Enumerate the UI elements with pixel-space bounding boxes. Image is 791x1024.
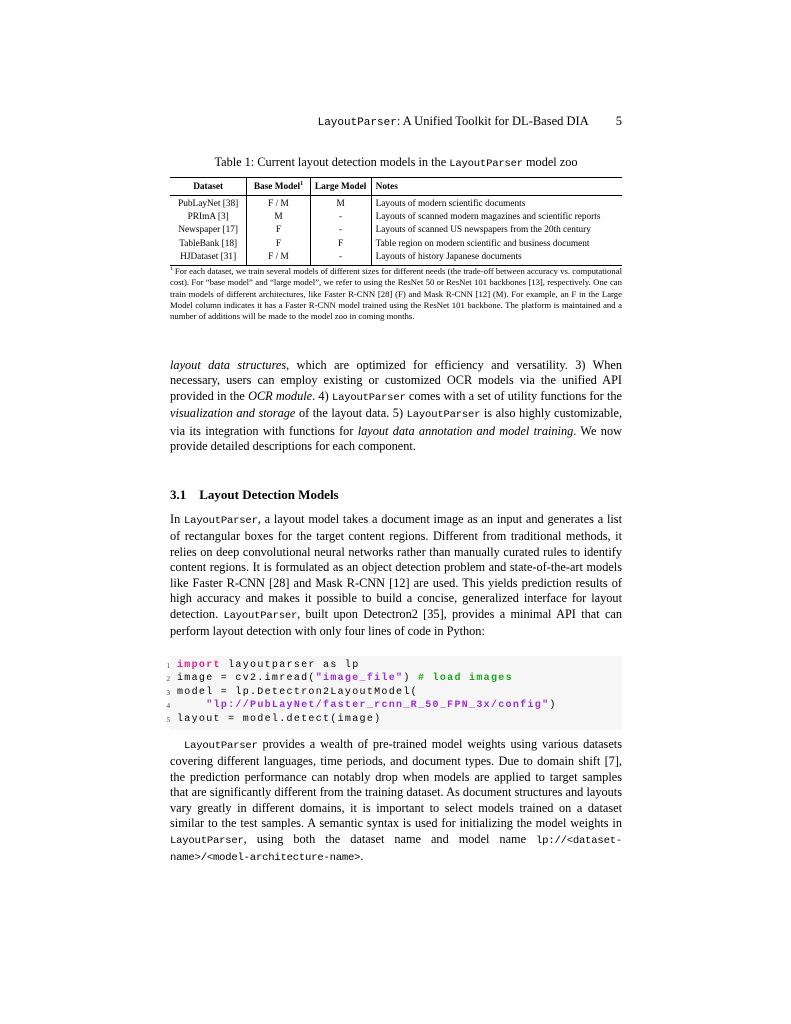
table-row [170, 224, 622, 237]
section-number: 3.1 [170, 487, 187, 502]
code-token: image = cv2.imread( [177, 673, 316, 685]
table-cell: Layouts of scanned modern magazines and scientific reports [371, 211, 622, 224]
table-row [170, 237, 622, 250]
code-token: ) [403, 673, 418, 685]
text-segment: lp://<dataset-name>/<model-architecture-name> [170, 834, 622, 865]
page-number: 5 [615, 114, 622, 128]
text-segment: . [360, 849, 364, 864]
table-cell: F [310, 237, 371, 250]
table-header-row [170, 178, 622, 196]
text-segment: , using both the dataset name and model name [243, 831, 537, 846]
text-segment: is also highly customizable, via its integration with functions for [170, 406, 623, 438]
table-body [170, 196, 622, 266]
table-footnote [170, 266, 622, 322]
table-cell: F / M [247, 196, 310, 211]
footnote-text: For each dataset, we train several models of different sizes for different needs (the trade-off between accuracy vs. computational cost). For “base model” and “large model”, we refer to using the ResNet 50 or ResNet 101 backbones [13], respectively. One can train models of different architectures, like Faster R-CNN [28] (F) and Mask R-CNN [12] (M). For example, an F in the Large Model column indicates it has a Faster R-CNN model trained using the ResNet 101 backbone. The platform is maintained and a number of additions will be made to the model zoo in coming months. [170, 266, 622, 322]
text-segment: LayoutParser [223, 609, 298, 622]
table-row [170, 211, 622, 224]
table-row [170, 250, 622, 265]
table-cell: F [247, 224, 310, 237]
text-segment: Large Model [314, 181, 367, 192]
text-segment: layout data annotation and model training [357, 423, 574, 438]
page-title-code: LayoutParser [317, 117, 397, 129]
section-title: Layout Detection Models [199, 487, 339, 502]
code-token: "image_file" [315, 673, 404, 685]
table-cell: HJDataset [31] [180, 251, 237, 262]
code-token: import [177, 660, 221, 671]
text-segment: . 4) [312, 388, 332, 403]
text-segment: LayoutParser [170, 834, 244, 847]
page-title-rest: : A Unified Toolkit for DL-Based DIA [396, 114, 589, 128]
paragraph-model-weights [170, 737, 622, 867]
code-token: "lp://PubLayNet/faster_rcnn_R_50_FPN_3x/config" [206, 700, 550, 712]
table-caption [170, 155, 622, 170]
table-cell: Table region on modern scientific and business document [371, 237, 622, 250]
column-header-notes [371, 178, 622, 196]
text-segment: Base Model [253, 181, 301, 192]
table-head [170, 178, 622, 196]
code-line-number: 1 [166, 663, 170, 670]
table-cell: - [310, 250, 371, 265]
page-title [318, 114, 589, 129]
footnote-marker: 1 [170, 266, 173, 273]
code-line-number: 2 [166, 676, 170, 684]
text-segment: LayoutParser [184, 740, 258, 752]
text-segment: layout data structures [170, 358, 287, 372]
code-token [177, 700, 206, 711]
text-segment: LayoutParser [406, 409, 481, 422]
table-row [170, 196, 622, 211]
column-header-large-model [310, 178, 371, 196]
text-segment: comes with a set of utility functions for the [405, 388, 623, 403]
table-cell: - [310, 224, 371, 237]
text-segment: , built upon Detectron2 [35], provides a minimal API that can perform layout detection with only four lines of code in Python: [170, 606, 623, 639]
code-line [166, 713, 622, 726]
text-segment: Table 1: Current layout detection models in the [214, 155, 450, 169]
text-segment: LayoutParser [184, 515, 258, 527]
code-token: # load images [417, 673, 513, 685]
table-cell: Newspaper [17] [178, 225, 238, 236]
table-cell: F [247, 237, 310, 250]
code-token: layoutparser as lp [220, 660, 360, 671]
table-cell: - [310, 211, 371, 224]
code-line-number: 5 [166, 716, 170, 724]
text-segment: Dataset [193, 181, 224, 192]
code-token: ) [549, 700, 557, 712]
code-line-number: 4 [166, 703, 170, 711]
code-line-number: 3 [166, 689, 170, 697]
code-line [166, 659, 622, 672]
table-cell: Layouts of modern scientific documents [371, 196, 622, 211]
code-token: model = lp.Detectron2LayoutModel( [177, 686, 418, 698]
text-segment: , a layout model takes a document image as an input and generates a list of rectangular boxes for the target content regions. Different from traditional methods, it relies on deep convolutional neural networks rather than manually curated rules to identify content regions. It is formulated as an object detection problem and state-of-the-art models like Faster R-CNN [28] and Mask R-CNN [12] are used. This yields prediction results of high accuracy and makes it possible to build a concise, generalized interface for layout detection. [170, 512, 622, 621]
column-header-base-model [247, 178, 310, 196]
paragraph-components [170, 358, 622, 455]
table-cell: M [247, 211, 310, 224]
paragraph-layout-detection [170, 512, 622, 640]
text-segment: , which are optimized for efficiency and versatility. 3) When necessary, users can employ existing or customized OCR models via the unified API provided in the [170, 358, 622, 403]
code-token: layout = model.detect(image) [177, 713, 382, 725]
table-cell: M [310, 196, 371, 211]
column-header-dataset [170, 178, 247, 196]
code-line [166, 672, 622, 685]
text-segment: Notes [375, 181, 398, 192]
text-segment: provides a wealth of pre-trained model weights using various datasets covering different languages, time periods, and document types. Due to domain shift [7], the prediction performance can notably drop when models are applied to target samples that are significantly different from the training dataset. As document structures and layouts vary greatly in different domains, it is important to select models trained on a dataset similar to the test samples. A semantic syntax is used for initializing the model weights in [170, 737, 622, 831]
table-cell: Layouts of history Japanese documents [371, 250, 622, 265]
text-segment: 1 [300, 180, 304, 187]
table-cell: F / M [247, 250, 310, 265]
text-segment: LayoutParser [331, 391, 406, 404]
table-cell: PubLayNet [38] [178, 199, 239, 209]
text-segment: of the layout data. 5) [295, 406, 407, 421]
text-segment: LayoutParser [449, 158, 523, 170]
layout-models-table [170, 177, 622, 266]
running-header [170, 114, 622, 129]
code-line [166, 699, 622, 712]
text-segment: . We now provide detailed descriptions for each component. [170, 423, 622, 454]
section-heading [170, 487, 622, 503]
text-segment: visualization and storage [170, 406, 296, 421]
table-cell: PRImA [3] [187, 212, 229, 223]
code-line [166, 686, 622, 699]
code-block [166, 656, 622, 730]
table-cell: TableBank [18] [179, 238, 238, 249]
text-segment: In [170, 512, 185, 526]
table-cell: Layouts of scanned US newspapers from the 20th century [371, 224, 622, 237]
text-segment: OCR module [248, 388, 313, 403]
text-segment: model zoo [522, 155, 578, 169]
